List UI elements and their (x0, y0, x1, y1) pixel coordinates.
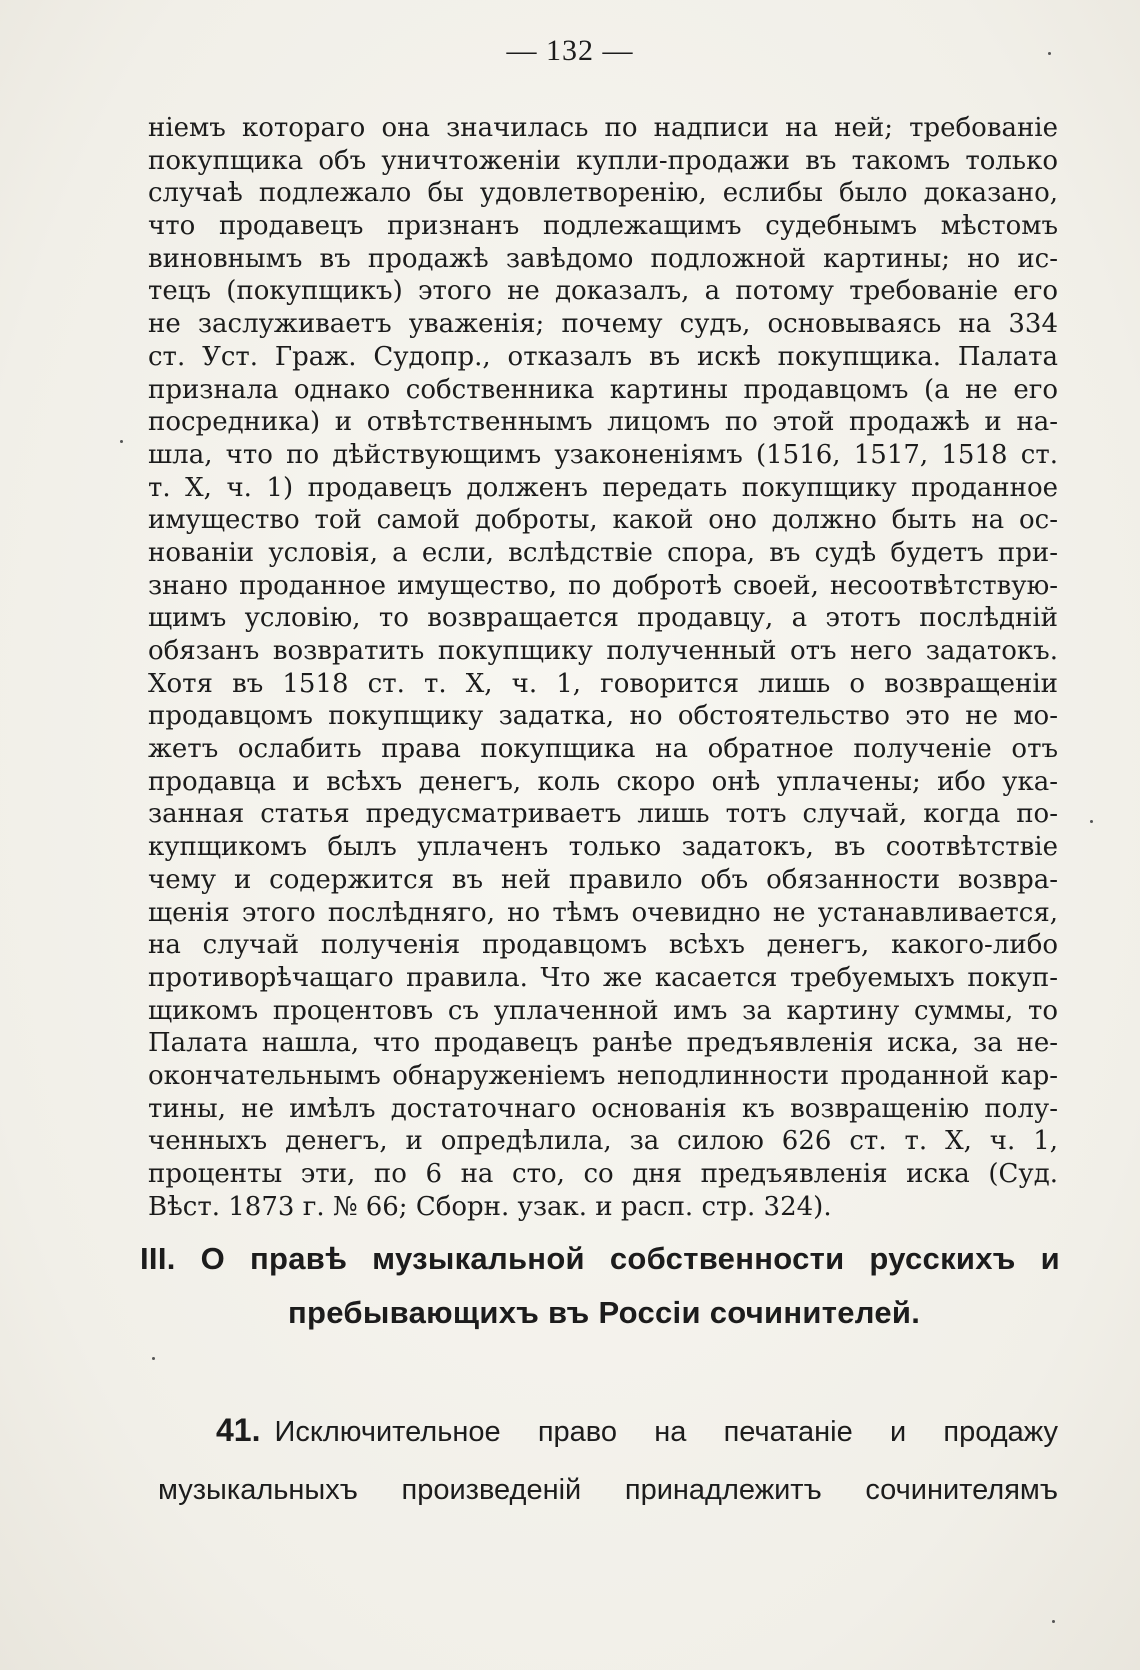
text-line: купщикомъ былъ уплаченъ только задатокъ, въ соотвѣтствіе (148, 832, 1058, 863)
text-line: щикомъ процентовъ съ уплаченной имъ за картину суммы, то (148, 995, 1058, 1026)
text-line: противорѣчащаго правила. Что же касается требуемыхъ покуп- (148, 962, 1058, 993)
scan-speck (1048, 52, 1051, 55)
text-line: что продавецъ признанъ подлежащимъ судебнымъ мѣстомъ (148, 211, 1058, 242)
text-line: окончательнымъ обнаруженіемъ неподлинности проданной кар- (148, 1060, 1058, 1091)
text-line: Вѣст. 1873 г. № 66; Сборн. узак. и расп. стр. 324). (148, 1191, 832, 1222)
section-heading-line: пребывающихъ въ Россіи сочинителей. (288, 1295, 921, 1330)
text-line: чему и содержится въ ней правило объ обязанности возвра- (148, 864, 1058, 895)
body-text (148, 112, 1058, 1223)
text-line: продавцомъ покупщику задатка, но обстоятельство это не мо- (148, 701, 1058, 732)
text-line: знано проданное имущество, по добротѣ своей, несоотвѣтствую- (148, 570, 1058, 601)
text-line: на случай полученія продавцомъ всѣхъ денегъ, какого-либо (148, 930, 1058, 961)
scan-speck (1090, 820, 1093, 823)
text-line: Палата нашла, что продавецъ ранѣе предъявленія иска, за не- (148, 1028, 1058, 1059)
article-text: музыкальныхъ произведеній принадлежитъ сочинителямъ (158, 1474, 1058, 1506)
text-line: Хотя въ 1518 ст. т. X, ч. 1, говорится лишь о возвращеніи (148, 668, 1058, 699)
text-line: обязанъ возвратить покупщику полученный отъ него задатокъ. (148, 636, 1058, 666)
text-line: тецъ (покупщикъ) этого не доказалъ, а потому требованіе его (148, 276, 1058, 307)
text-line: признала однако собственника картины продавцомъ (а не его (148, 374, 1058, 405)
article-first-line (158, 1400, 1058, 1460)
text-line: шла, что по дѣйствующимъ узаконеніямъ (1516, 1517, 1518 ст. (148, 439, 1058, 470)
text-line: продавца и всѣхъ денегъ, коль скоро онѣ уплачены; ибо ука- (148, 766, 1058, 797)
text-line: ніемъ котораго она значилась по надписи на ней; требованіе (148, 113, 1058, 143)
scan-speck (120, 440, 123, 443)
page-number: — 132 — (506, 34, 634, 67)
text-line: ченныхъ денегъ, и опредѣлила, за силою 626 ст. т. X, ч. 1, (148, 1126, 1058, 1157)
text-line: виновнымъ въ продажѣ завѣдомо подложной картины; но ис- (148, 243, 1058, 274)
text-line: проценты эти, по 6 на сто, со дня предъявленія иска (Суд. (148, 1159, 1058, 1189)
text-line: нованіи условія, а если, вслѣдствіе спора, въ судѣ будетъ при- (148, 537, 1058, 568)
text-line: не заслуживаетъ уваженія; почему судъ, основываясь на 334 (148, 309, 1058, 340)
text-line: тины, не имѣлъ достаточнаго основанія къ возвращенію полу- (148, 1093, 1058, 1124)
section-heading-line: III. О правѣ музыкальной собственности русскихъ и (140, 1241, 1060, 1276)
text-line: занная статья предусматриваетъ лишь тотъ случай, когда по- (148, 799, 1058, 830)
text-line: щенія этого послѣдняго, но тѣмъ очевидно не устанавливается, (148, 897, 1058, 928)
text-line: имущество той самой доброты, какой оно должно быть на ос- (148, 505, 1058, 536)
text-line: т. X, ч. 1) продавецъ долженъ передать покупщику проданное (148, 472, 1058, 503)
text-line: ст. Уст. Граж. Судопр., отказалъ въ искѣ покупщика. Палата (148, 341, 1058, 372)
text-line: жетъ ослабить права покупщика на обратное полученіе отъ (148, 734, 1058, 765)
text-line: случаѣ подлежало бы удовлетворенію, еслибы было доказано, (148, 178, 1058, 209)
scan-speck (1052, 1620, 1055, 1623)
article-text: Исключительное право на печатаніе и продажу (274, 1416, 1058, 1448)
section-heading (140, 1232, 1060, 1340)
text-line: щимъ условію, то возвращается продавцу, а этотъ послѣдній (148, 603, 1058, 634)
article-number: 41. (216, 1412, 261, 1448)
scan-speck (152, 1357, 155, 1360)
text-line: посредника) и отвѣтственнымъ лицомъ по этой продажѣ и на- (148, 407, 1058, 438)
text-line: покупщика объ уничтоженіи купли-продажи въ такомъ только (148, 145, 1058, 176)
article-41 (158, 1400, 1058, 1520)
